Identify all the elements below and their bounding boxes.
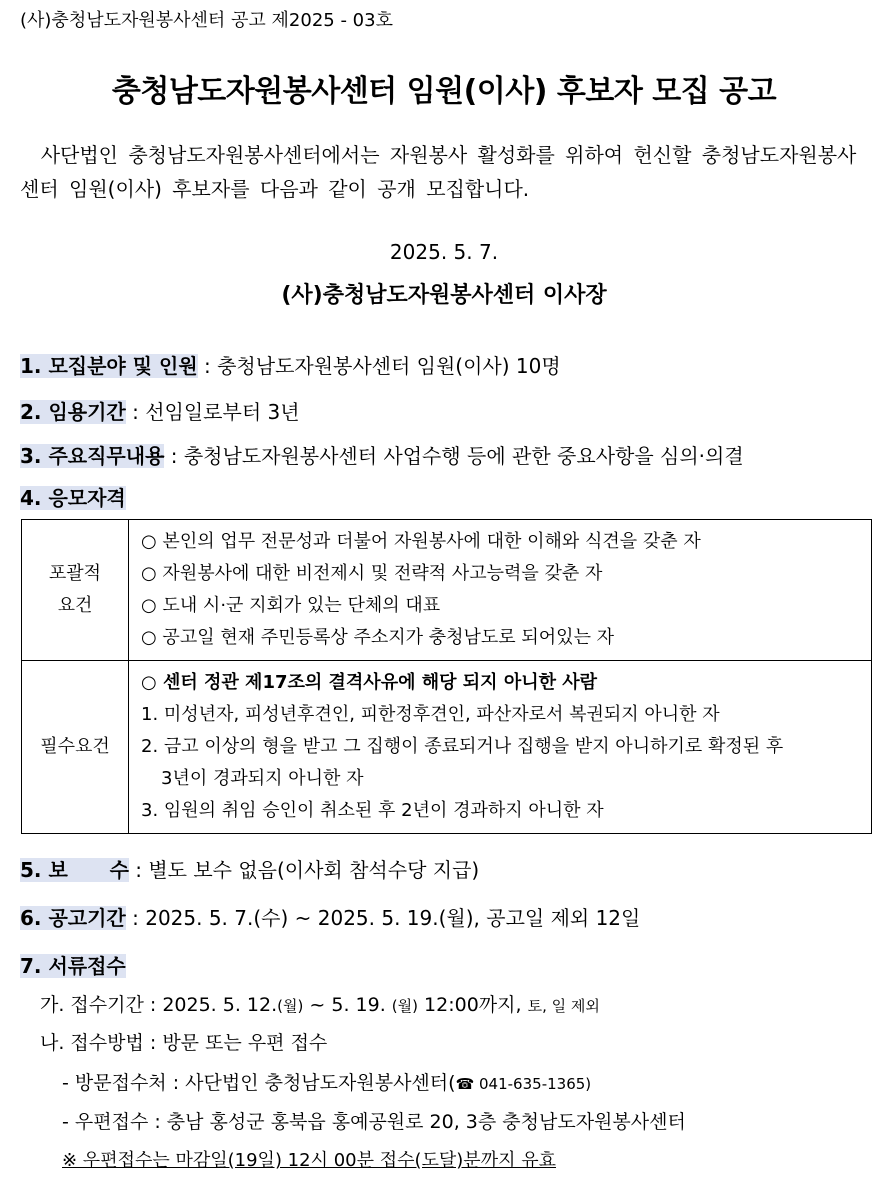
intro-text: 사단법인 충청남도자원봉사센터에서는 자원봉사 활성화를 위하여 헌신할 충청남도자원봉사센터 임원(이사) 후보자를 다음과 같이 공개 모집합니다.	[20, 143, 857, 201]
phone-number: ☎ 041-635-1365)	[455, 1075, 592, 1093]
list-item: 1. 미성년자, 피성년후견인, 피한정후견인, 파산자로서 복권되지 아니한 자	[141, 704, 720, 725]
label-line: 요건	[57, 595, 93, 616]
general-requirements-list	[129, 520, 872, 661]
section-2-text: : 선임일로부터 3년	[125, 400, 300, 424]
post-submission: - 우편접수 : 충남 홍성군 홍북읍 홍예공원로 20, 3층 충청남도자원봉사센터	[62, 1111, 686, 1133]
table-row	[22, 520, 872, 661]
section-term	[20, 396, 300, 425]
announcement-number: (사)충청남도자원봉사센터 공고 제2025 - 03호	[20, 10, 393, 31]
general-requirements-label	[22, 520, 129, 661]
submission-method: 나. 접수방법 : 방문 또는 우편 접수	[40, 1032, 328, 1054]
list-item: 2. 금고 이상의 형을 받고 그 집행이 종료되거나 집행을 받지 아니하기로 확정된 후	[141, 736, 784, 757]
weekend-note: 토, 일 제외	[527, 997, 600, 1015]
intro-paragraph	[20, 138, 870, 206]
list-heading: ○ 센터 정관 제17조의 결격사유에 해당 되지 아니한 사람	[141, 672, 598, 693]
list-item: ○ 공고일 현재 주민등록상 주소지가 충청남도로 되어있는 자	[141, 627, 615, 648]
section-1-label: 1. 모집분야 및 인원	[20, 354, 198, 378]
postal-note: ※ 우편접수는 마감일(19일) 12시 00분 접수(도달)분까지 유효	[62, 1150, 556, 1171]
section-5-text: : 별도 보수 없음(이사회 참석수당 지급)	[128, 858, 480, 882]
label-line: 포괄적	[48, 563, 102, 584]
list-item: 3년이 경과되지 아니한 자	[161, 768, 364, 789]
section-submission	[20, 950, 126, 979]
page-title: 충청남도자원봉사센터 임원(이사) 후보자 모집 공고	[111, 74, 777, 109]
visit-submission	[62, 1068, 591, 1095]
section-duties	[20, 440, 744, 469]
section-6-label: 6. 공고기간	[20, 906, 126, 930]
section-compensation	[20, 854, 479, 883]
section-2-label: 2. 임용기간	[20, 400, 126, 424]
period-text: 가. 접수기간 : 2025. 5. 12.	[40, 994, 278, 1016]
section-qualifications	[20, 482, 126, 511]
list-item: ○ 본인의 업무 전문성과 더불어 자원봉사에 대한 이해와 식견을 갖춘 자	[141, 531, 701, 552]
section-3-label: 3. 주요직무내용	[20, 444, 165, 468]
weekday: (월)	[277, 997, 304, 1015]
period-text: 12:00까지,	[418, 994, 528, 1016]
weekday: (월)	[391, 997, 418, 1015]
mandatory-requirements-list	[129, 661, 872, 834]
section-3-text: : 충청남도자원봉사센터 사업수행 등에 관한 중요사항을 심의·의결	[164, 444, 744, 468]
mandatory-requirements-label: 필수요건	[22, 661, 129, 834]
section-period	[20, 902, 640, 931]
list-item: ○ 도내 시·군 지회가 있는 단체의 대표	[141, 595, 441, 616]
table-row	[22, 661, 872, 834]
section-5-label: 5. 보 수	[20, 858, 129, 882]
section-1-text: : 충청남도자원봉사센터 임원(이사) 10명	[197, 354, 561, 378]
section-recruitment	[20, 350, 561, 379]
section-7-label: 7. 서류접수	[20, 954, 126, 978]
list-item: ○ 자원봉사에 대한 비전제시 및 전략적 사고능력을 갖춘 자	[141, 563, 603, 584]
section-4-label: 4. 응모자격	[20, 486, 126, 510]
announcement-date: 2025. 5. 7.	[389, 240, 499, 264]
submission-period	[40, 990, 600, 1017]
period-text: ~ 5. 19.	[303, 994, 392, 1016]
visit-text: - 방문접수처 : 사단법인 충청남도자원봉사센터(	[62, 1072, 456, 1094]
section-6-text: : 2025. 5. 7.(수) ~ 2025. 5. 19.(월), 공고일 제외 12일	[125, 906, 641, 930]
qualifications-table	[21, 519, 872, 834]
list-item: 3. 임원의 취임 승인이 취소된 후 2년이 경과하지 아니한 자	[141, 800, 604, 821]
issuer: (사)충청남도자원봉사센터 이사장	[281, 283, 607, 308]
